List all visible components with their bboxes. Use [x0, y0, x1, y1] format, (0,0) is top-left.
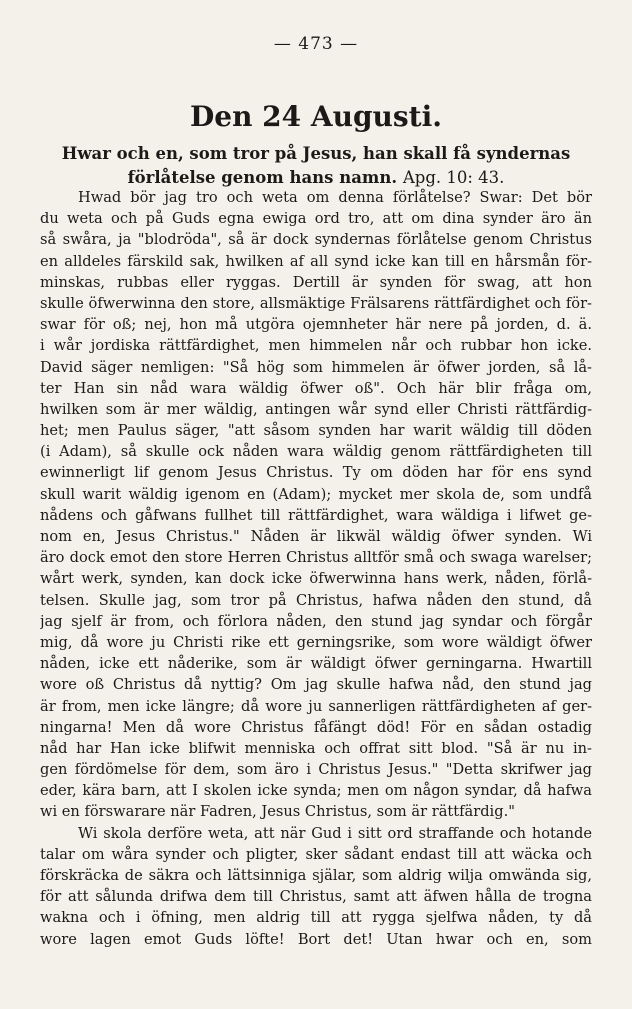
- text-line: nådens och gåfwans fullhet till rättfärdighet, wara wäldiga i lifwet ge-: [40, 506, 592, 524]
- body-text: [40, 187, 592, 950]
- text-line: en alldeles färskild sak, hwilken af all synd icke kan till en hårsmån för-: [40, 252, 592, 270]
- text-line: David säger nemligen: "Så hög som himmelen är öfwer jorden, så lå-: [40, 358, 592, 376]
- text-line: ningarna! Men då wore Christus fåfängt död! För en sådan ostadig: [40, 718, 592, 736]
- text-line: swar för oß; nej, hon må utgöra ojemnheter här nere på jorden, d. ä.: [40, 316, 592, 334]
- text-line: nåden, icke ett nåderike, som är wäldigt öfwer gerningarna. Hwartill: [40, 655, 592, 673]
- text-line: wore oß Christus då nyttig? Om jag skulle hafwa nåd, den stund jag: [40, 676, 592, 694]
- text-line: talar om wåra synder och pligter, sker sådant endast till att wäcka och: [40, 845, 592, 863]
- text-line: i wår jordiska rättfärdighet, men himmelen når och rubbar hon icke.: [40, 337, 592, 355]
- text-line: nåd har Han icke blifwit menniska och offrat sitt blod. "Så är nu in-: [40, 739, 592, 757]
- text-line: gen fördömelse för dem, som äro i Christus Jesus." "Detta skrifwer jag: [40, 761, 592, 779]
- text-line: wårt werk, synden, kan dock icke öfwerwinna hans werk, nåden, förlå-: [40, 570, 592, 588]
- text-line: är from, men icke längre; då wore ju sannerligen rättfärdigheten af ger-: [40, 697, 592, 715]
- page-title: Den 24 Augusti.: [189, 100, 442, 133]
- text-line: hwilken som är mer wäldig, antingen wår synd eller Christi rättfärdig-: [40, 400, 592, 418]
- text-line: Hwad bör jag tro och weta om denna förlåtelse? Swar: Det bör: [78, 189, 592, 206]
- text-line: ewinnerligt lif genom Jesus Christus. Ty om döden har för ens synd: [40, 464, 592, 482]
- text-line: wakna och i öfning, men aldrig till att rygga sjelfwa nåden, ty då: [40, 909, 592, 927]
- text-line: jag sjelf är from, och förlora nåden, den stund jag syndar och förgår: [40, 612, 592, 630]
- text-line: wore lagen emot Guds löfte! Bort det! Utan hwar och en, som: [40, 930, 592, 948]
- text-line: förskräcka de säkra och lättsinniga själar, som aldrig wilja omwända sig,: [40, 867, 592, 884]
- subtitle-text: förlåtelse genom hans namn.: [127, 168, 398, 187]
- text-line: het; men Paulus säger, "att såsom synden har warit wäldig till döden: [40, 422, 592, 440]
- text-line: nom en, Jesus Christus." Nåden är likwäl wäldig öfwer synden. Wi: [40, 528, 592, 545]
- text-line: äro dock emot den store Herren Christus alltför små och swaga warelser;: [40, 549, 592, 567]
- subtitle-line-2: [50, 168, 582, 187]
- subtitle-line-1: Hwar och en, som tror på Jesus, han skall få syndernas: [61, 144, 571, 163]
- text-line: Wi skola derföre weta, att när Gud i sitt ord straffande och hotande: [78, 824, 592, 842]
- text-line: du weta och på Guds egna ewiga ord tro, att om dina synder äro än: [40, 210, 592, 228]
- text-line: ter Han sin nåd wara wäldig öfwer oß". Och här blir fråga om,: [40, 379, 592, 397]
- text-line: så swåra, ja "blodröda", så är dock syndernas förlåtelse genom Christus: [40, 231, 592, 249]
- bible-reference: Apg. 10: 43.: [402, 168, 505, 187]
- page-number: — 473 —: [273, 34, 359, 54]
- text-line: telsen. Skulle jag, som tror på Christus, hafwa nåden den stund, då: [40, 591, 592, 609]
- text-line: eder, kära barn, att I skolen icke synda; men om någon syndar, då hafwa: [40, 782, 592, 800]
- text-line: (i Adam), så skulle ock nåden wara wäldig genom rättfärdigheten till: [40, 443, 592, 461]
- text-line: mig, då wore ju Christi rike ett gerningsrike, som wore wäldigt öfwer: [40, 633, 592, 651]
- text-line: wi en förswarare när Fadren, Jesus Christus, som är rättfärdig.": [40, 803, 515, 821]
- text-line: skulle öfwerwinna den store, allsmäktige Frälsarens rättfärdighet och för-: [40, 294, 592, 312]
- text-line: minskas, rubbas eller ryggas. Dertill är synden för swag, att hon: [40, 273, 592, 291]
- text-line: för att sålunda drifwa dem till Christus, samt att äfwen hålla de trogna: [40, 888, 592, 906]
- text-line: skull warit wäldig igenom en (Adam); mycket mer skola de, som undfå: [40, 485, 592, 503]
